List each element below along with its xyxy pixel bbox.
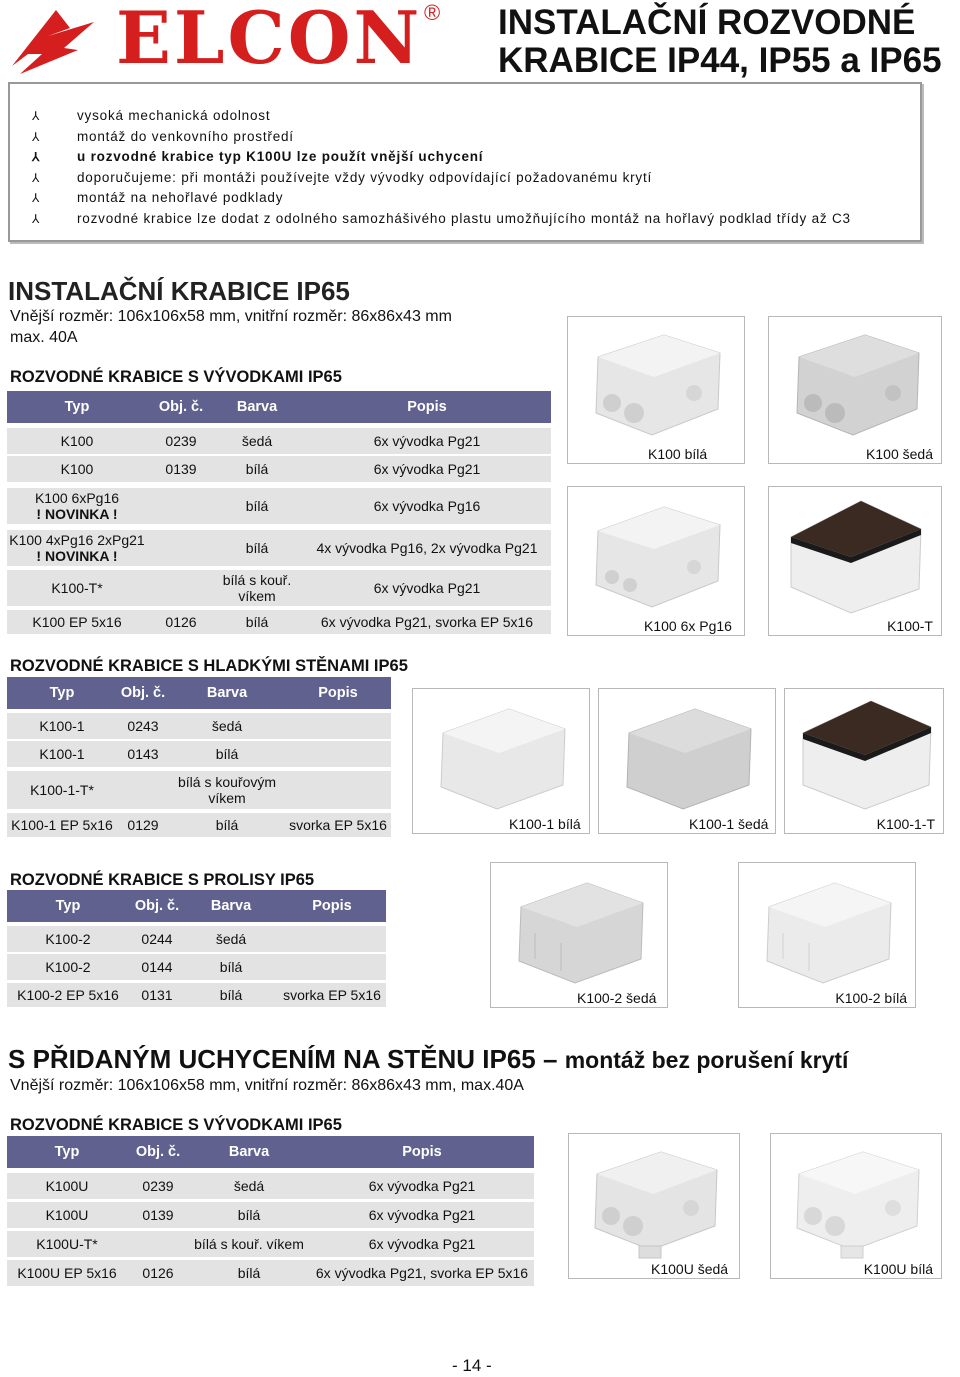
junction-box-icon [771, 1134, 943, 1280]
product-photo: K100-2 bílá [738, 862, 916, 1008]
table-title: ROZVODNÉ KRABICE S VÝVODKAMI IP65 [10, 368, 342, 386]
table-row: K100-1-T* bílá s kouřovým víkem [7, 771, 391, 811]
features-box [8, 82, 922, 242]
bullet-icon: ⅄ [32, 211, 41, 226]
feature-item: ⅄ u rozvodné krabice typ K100U lze použít vnější uchycení [32, 147, 920, 168]
dimensions-text: Vnější rozměr: 106x106x58 mm, vnitřní rozměr: 86x86x43 mm [10, 308, 452, 325]
junction-box-icon [413, 689, 591, 835]
registered-mark: ® [424, 0, 441, 25]
table-row: K100 6xPg16 ! NOVINKA ! bílá 6x vývodka Pg16 [7, 488, 551, 526]
product-photo: K100 šedá [768, 316, 942, 464]
junction-box-icon [568, 487, 746, 637]
feature-item: ⅄ doporučujeme: při montáži používejte vždy vývodky odpovídající požadovanému krytí [32, 168, 920, 189]
table-row: K100-1 0243 šedá [7, 713, 391, 741]
features-list [10, 84, 920, 230]
table-row: K100U EP 5x16 0126 bílá 6x vývodka Pg21, svorka EP 5x16 [7, 1260, 534, 1288]
bullet-icon: ⅄ [32, 150, 41, 165]
feature-item: ⅄ montáž do venkovního prostředí [32, 127, 920, 148]
table-row: K100 EP 5x16 0126 bílá 6x vývodka Pg21, svorka EP 5x16 [7, 610, 551, 636]
max-current-text: max. 40A [10, 329, 78, 346]
junction-box-icon [568, 317, 746, 465]
page-number: - 14 - [452, 1356, 492, 1375]
product-photo: K100-T [768, 486, 942, 636]
junction-box-icon [769, 487, 943, 637]
brand-name: ELCON [116, 0, 423, 80]
title-line-1: INSTALAČNÍ ROZVODNÉ [498, 3, 916, 42]
table-row: K100U-T* bílá s kouř. víkem 6x vývodka Pg21 [7, 1231, 534, 1259]
table-row: K100-T* bílá s kouř. víkem 6x vývodka Pg21 [7, 570, 551, 608]
product-photo: K100-2 šedá [490, 862, 668, 1008]
table-header: Typ Obj. č. Barva Popis [7, 677, 391, 709]
junction-box-icon [599, 689, 777, 835]
junction-box-icon [739, 863, 917, 1009]
table-row: K100-2 EP 5x16 0131 bílá svorka EP 5x16 [7, 983, 386, 1009]
title-line-2: KRABICE IP44, IP55 a IP65 [498, 41, 942, 80]
table-title: ROZVODNÉ KRABICE S VÝVODKAMI IP65 [10, 1116, 342, 1134]
section-heading: S PŘIDANÝM UCHYCENÍM NA STĚNU IP65 – montáž bez porušení krytí [8, 1044, 849, 1074]
section-heading: INSTALAČNÍ KRABICE IP65 [8, 276, 350, 306]
table-header: Typ Obj. č. Barva Popis [7, 1136, 534, 1168]
bullet-icon: ⅄ [32, 109, 41, 123]
table-row: K100 4xPg16 2xPg21 ! NOVINKA ! bílá 4x vývodka Pg16, 2x vývodka Pg21 [7, 530, 551, 568]
table-row: K100-2 0244 šedá [7, 926, 386, 954]
bullet-icon: ⅄ [32, 170, 41, 185]
junction-box-icon [491, 863, 669, 1009]
product-photo: K100 6x Pg16 [567, 486, 745, 636]
bullet-icon: ⅄ [32, 129, 41, 144]
table-row: K100U 0139 bílá 6x vývodka Pg21 [7, 1202, 534, 1230]
table-title: ROZVODNÉ KRABICE S PROLISY IP65 [10, 871, 315, 889]
table-row: K100-1 EP 5x16 0129 bílá svorka EP 5x16 [7, 813, 391, 839]
bullet-icon: ⅄ [32, 191, 41, 206]
document-title [498, 4, 942, 80]
table-row: K100-1 0143 bílá [7, 741, 391, 769]
junction-box-icon [785, 689, 945, 835]
feature-item: ⅄ vysoká mechanická odolnost [32, 106, 920, 127]
table-row: K100-2 0144 bílá [7, 954, 386, 982]
elcon-logo-icon [8, 4, 112, 76]
dimensions-text: Vnější rozměr: 106x106x58 mm, vnitřní rozměr: 86x86x43 mm, max.40A [10, 1077, 524, 1094]
table-row: K100 0139 bílá 6x vývodka Pg21 [7, 456, 551, 484]
table-row: K100 0239 šedá 6x vývodka Pg21 [7, 428, 551, 456]
product-photo: K100-1 šedá [598, 688, 776, 834]
product-photo: K100-1-T [784, 688, 944, 834]
table-title: ROZVODNÉ KRABICE S HLADKÝMI STĚNAMI IP65 [10, 657, 408, 675]
feature-item: ⅄ montáž na nehořlavé podklady [32, 188, 920, 209]
product-photo: K100-1 bílá [412, 688, 590, 834]
table-header: Typ Obj. č. Barva Popis [7, 890, 386, 922]
junction-box-icon [569, 1134, 741, 1280]
junction-box-icon [769, 317, 943, 465]
table-header: Typ Obj. č. Barva Popis [7, 391, 551, 423]
product-photo: K100U šedá [568, 1133, 740, 1279]
product-photo: K100U bílá [770, 1133, 942, 1279]
product-photo: K100 bílá [567, 316, 745, 464]
feature-item: ⅄ rozvodné krabice lze dodat z odolného samozhášivého plastu umožňujícího montáž na hořlavý podklad třídy až C3 [32, 209, 920, 230]
table-row: K100U 0239 šedá 6x vývodka Pg21 [7, 1173, 534, 1201]
